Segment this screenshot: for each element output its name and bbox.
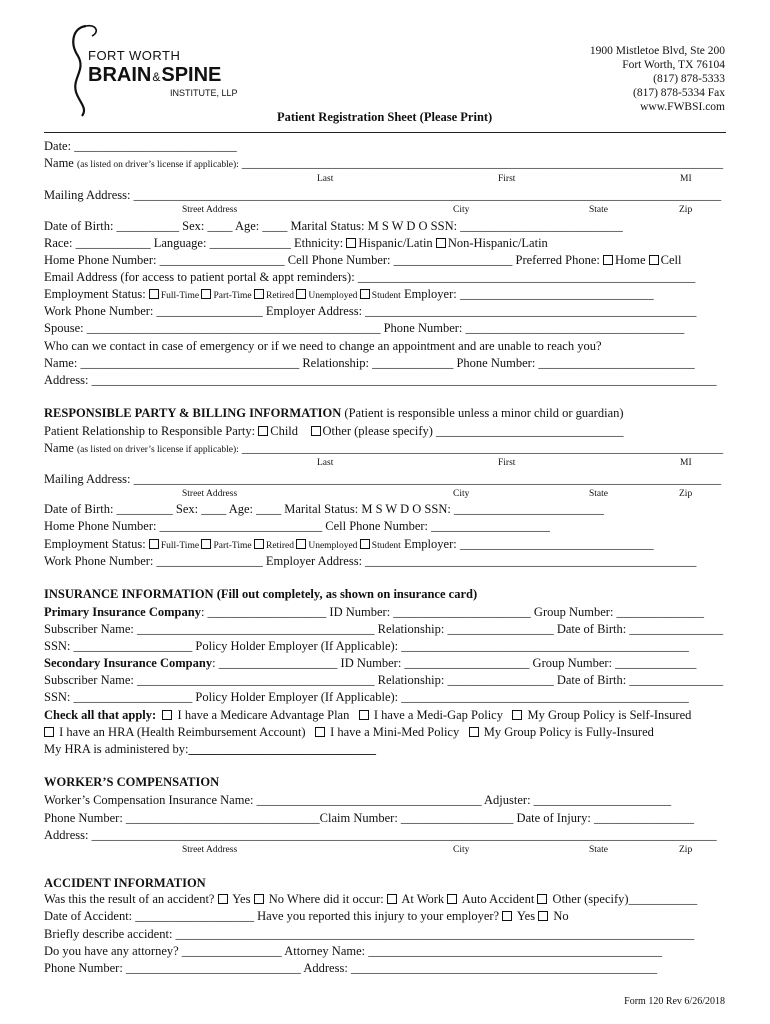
ssn-row-2[interactable]: SSN: ___________________ Policy Holder Employer (If Applicable): ______________________________________________: [44, 690, 689, 704]
responsible-heading: RESPONSIBLE PARTY & BILLING INFORMATION: [44, 406, 342, 420]
label-city: City: [453, 489, 470, 499]
checkbox[interactable]: [346, 238, 356, 248]
label-state: State: [589, 205, 608, 215]
checkbox[interactable]: [537, 894, 547, 904]
employer-field: Employer: _______________________________: [403, 537, 654, 551]
attorney-phone-row[interactable]: Phone Number: ____________________________ Address: _________________________________________________: [44, 961, 658, 975]
subscriber-row-2[interactable]: Subscriber Name: ______________________________________ Relationship: _________________ Date of Birth: _______________: [44, 673, 724, 687]
accident-heading: ACCIDENT INFORMATION: [44, 876, 206, 890]
checkbox[interactable]: [254, 894, 264, 904]
logo-brain: BRAIN: [88, 64, 152, 86]
opt-auto: Auto Accident: [461, 892, 535, 906]
logo-line3: INSTITUTE, LLP: [170, 88, 238, 98]
label-street: Street Address: [182, 205, 238, 215]
title-rule: [44, 132, 726, 133]
checkbox[interactable]: [538, 911, 548, 921]
relationship-label: Patient Relationship to Responsible Party:: [44, 424, 256, 438]
check-row-1[interactable]: [44, 708, 691, 723]
checkbox[interactable]: [387, 894, 397, 904]
checkbox[interactable]: [469, 727, 479, 737]
emergency-name-row[interactable]: Name: ___________________________________ Relationship: _____________ Phone Number: _________________________: [44, 356, 695, 370]
opt-student: Student: [371, 541, 401, 551]
checkbox[interactable]: [359, 710, 369, 720]
checkbox[interactable]: [201, 289, 211, 299]
other-label: Other (please specify) ______________________________: [322, 424, 624, 438]
no-label: No: [268, 892, 284, 906]
responsible-name[interactable]: [44, 441, 723, 458]
patient-employment-row[interactable]: [44, 287, 654, 302]
hispanic-label: Hispanic/Latin: [358, 236, 433, 250]
checkbox[interactable]: [254, 539, 264, 549]
race-text: Race: ____________ Language: _____________ Ethnicity:: [44, 236, 344, 250]
attorney-row[interactable]: Do you have any attorney? ________________ Attorney Name: _______________________________________________: [44, 944, 662, 958]
checkbox[interactable]: [360, 539, 370, 549]
label-city: City: [453, 845, 470, 855]
logo-line2: [88, 64, 221, 87]
checkbox[interactable]: [436, 238, 446, 248]
patient-phone-row[interactable]: [44, 253, 682, 268]
patient-mailing[interactable]: Mailing Address: ______________________________________________________________________________________________: [44, 188, 722, 202]
responsible-work-row[interactable]: Work Phone Number: _________________ Employer Address: _____________________________________________________: [44, 554, 697, 568]
hra-row[interactable]: [44, 742, 376, 757]
opt-unemployed: Unemployed: [308, 541, 358, 551]
opt-hra: I have an HRA (Health Reimbursement Account): [59, 725, 306, 739]
yes-label: Yes: [516, 909, 536, 923]
checkbox[interactable]: [311, 426, 321, 436]
page-title: Patient Registration Sheet (Please Print): [277, 110, 493, 124]
patient-dob-row[interactable]: Date of Birth: __________ Sex: ____ Age: ____ Marital Status: M S W D O SSN: __________________________: [44, 219, 623, 233]
checkbox[interactable]: [254, 289, 264, 299]
opt-self-insured: My Group Policy is Self-Insured: [527, 708, 692, 722]
ssn-row-1[interactable]: SSN: ___________________ Policy Holder Employer (If Applicable): ______________________________________________: [44, 639, 689, 653]
yes-label: Yes: [232, 892, 251, 906]
checkbox[interactable]: [201, 539, 211, 549]
label-street: Street Address: [182, 489, 238, 499]
responsible-dob-row[interactable]: Date of Birth: _________ Sex: ____ Age: ____ Marital Status: M S W D O SSN: ________________________: [44, 502, 604, 516]
label-last: Last: [317, 458, 334, 468]
subscriber-row-1[interactable]: Subscriber Name: ______________________________________ Relationship: _________________ Date of Birth: _______________: [44, 622, 724, 636]
employment-label: Employment Status:: [44, 537, 146, 551]
label-state: State: [589, 845, 608, 855]
accident-question-row[interactable]: [44, 892, 697, 907]
label-mi: MI: [680, 174, 692, 184]
secondary-insurance-row[interactable]: [44, 656, 696, 671]
child-label: Child: [270, 424, 299, 438]
checkbox[interactable]: [603, 255, 613, 265]
checkbox[interactable]: [512, 710, 522, 720]
name-line: _____________________________________________________________________________: [241, 441, 724, 455]
opt-fulltime: Full-Time: [160, 291, 200, 301]
phone-text: Home Phone Number: ____________________ Cell Phone Number: ___________________ Preferred Phone:: [44, 253, 600, 267]
label-zip: Zip: [679, 489, 693, 499]
opt-student: Student: [371, 291, 401, 301]
logo-spine: SPINE: [161, 64, 222, 86]
primary-label: Primary Insurance Company: [44, 605, 201, 619]
checkbox[interactable]: [296, 289, 306, 299]
checkbox[interactable]: [315, 727, 325, 737]
label-street: Street Address: [182, 845, 238, 855]
responsible-mailing[interactable]: Mailing Address: ______________________________________________________________________________________________: [44, 472, 722, 486]
opt-other: Other (specify)___________: [552, 892, 698, 906]
label-mi: MI: [680, 458, 692, 468]
responsible-phone-row[interactable]: Home Phone Number: __________________________ Cell Phone Number: ___________________: [44, 519, 550, 533]
opt-at-work: At Work: [401, 892, 445, 906]
accident-question: Was this the result of an accident?: [44, 892, 215, 906]
responsible-relationship-row[interactable]: [44, 424, 624, 439]
employment-label: Employment Status:: [44, 287, 146, 301]
patient-name[interactable]: [44, 156, 723, 173]
cell-label: Cell: [660, 253, 682, 267]
checkbox[interactable]: [296, 539, 306, 549]
accident-date: Date of Accident: ___________________ Have you reported this injury to your employer?: [44, 909, 500, 923]
name-label: Name: [44, 441, 74, 455]
workers-heading: WORKER’S COMPENSATION: [44, 775, 220, 789]
name-line: _____________________________________________________________________________: [241, 156, 724, 170]
checkbox[interactable]: [502, 911, 512, 921]
address-line: (817) 878-5334 Fax: [633, 87, 725, 99]
address-line: Fort Worth, TX 76104: [622, 59, 725, 71]
label-first: First: [498, 174, 516, 184]
secondary-label: Secondary Insurance Company: [44, 656, 213, 670]
logo: [66, 22, 246, 118]
opt-parttime: Part-Time: [213, 291, 252, 301]
accident-describe-row[interactable]: Briefly describe accident: ___________________________________________________________________________________: [44, 927, 695, 941]
accident-date-row[interactable]: [44, 909, 569, 924]
responsible-employment-row[interactable]: [44, 537, 654, 552]
opt-medicare: I have a Medicare Advantage Plan: [177, 708, 350, 722]
label-first: First: [498, 458, 516, 468]
non-hispanic-label: Non-Hispanic/Latin: [447, 236, 548, 250]
patient-spouse-row[interactable]: Spouse: _______________________________________________ Phone Number: ___________________________________: [44, 321, 685, 335]
opt-minimed: I have a Mini-Med Policy: [330, 725, 460, 739]
opt-parttime: Part-Time: [213, 541, 252, 551]
opt-retired: Retired: [266, 541, 294, 551]
clinic-address: [590, 44, 725, 114]
patient-email[interactable]: Email Address (for access to patient portal & appt reminders): ______________________________________________________: [44, 270, 696, 284]
label-last: Last: [317, 174, 334, 184]
checkbox[interactable]: [44, 727, 54, 737]
where-label: Where did it occur:: [286, 892, 384, 906]
checkbox[interactable]: [258, 426, 268, 436]
checkbox[interactable]: [149, 539, 159, 549]
label-state: State: [589, 489, 608, 499]
opt-retired: Retired: [266, 291, 294, 301]
checkbox[interactable]: [649, 255, 659, 265]
responsible-note: (Patient is responsible unless a minor child or guardian): [344, 406, 624, 420]
checkbox[interactable]: [360, 289, 370, 299]
label-city: City: [453, 205, 470, 215]
home-label: Home: [614, 253, 646, 267]
hra-label: My HRA is administered by:: [44, 742, 189, 756]
workers-ins-row[interactable]: Worker’s Compensation Insurance Name: ____________________________________ Adjuster: ______________________: [44, 793, 672, 807]
checkbox[interactable]: [149, 289, 159, 299]
address-line: www.FWBSI.com: [640, 101, 725, 113]
name-label: Name: [44, 156, 74, 170]
checkbox[interactable]: [447, 894, 457, 904]
workers-address-row[interactable]: Address: ____________________________________________________________________________________________________: [44, 828, 717, 842]
check-row-2[interactable]: [44, 725, 654, 740]
hra-line: ______________________________: [188, 742, 376, 756]
address-line: 1900 Mistletoe Blvd, Ste 200: [589, 45, 725, 57]
checkbox[interactable]: [162, 710, 172, 720]
logo-line1: FORT WORTH: [88, 48, 181, 63]
primary-fields: : ___________________ ID Number: ______________________ Group Number: ______________: [200, 605, 705, 619]
opt-unemployed: Unemployed: [308, 291, 358, 301]
label-zip: Zip: [679, 205, 693, 215]
primary-insurance-row[interactable]: [44, 605, 704, 620]
address-line: (817) 878-5333: [653, 73, 725, 85]
no-label: No: [553, 909, 569, 923]
opt-fully-insured: My Group Policy is Fully-Insured: [483, 725, 654, 739]
patient-work-row[interactable]: Work Phone Number: _________________ Employer Address: _____________________________________________________: [44, 304, 697, 318]
secondary-fields: : ___________________ ID Number: ____________________ Group Number: _____________: [212, 656, 697, 670]
emergency-question: Who can we contact in case of emergency or if we need to change an appointment and are unable to reach you?: [44, 339, 602, 353]
check-label: Check all that apply:: [44, 708, 157, 722]
checkbox[interactable]: [218, 894, 228, 904]
insurance-heading: INSURANCE INFORMATION (Fill out completely, as shown on insurance card): [44, 587, 478, 601]
workers-phone-row[interactable]: Phone Number: _______________________________Claim Number: __________________ Date of Injury: ________________: [44, 811, 694, 825]
employer-field: Employer: _______________________________: [403, 287, 654, 301]
opt-fulltime: Full-Time: [160, 541, 200, 551]
form-footer: Form 120 Rev 6/26/2018: [624, 996, 725, 1007]
logo-amp: &: [152, 70, 161, 84]
opt-medigap: I have a Medi-Gap Policy: [373, 708, 503, 722]
patient-date[interactable]: Date: __________________________: [44, 139, 237, 153]
emergency-address-row[interactable]: Address: ____________________________________________________________________________________________________: [44, 373, 717, 387]
patient-race-row[interactable]: [44, 236, 548, 251]
responsible-heading-row: [44, 406, 624, 421]
label-zip: Zip: [679, 845, 693, 855]
name-note: (as listed on driver’s license if applicable):: [76, 160, 239, 170]
name-note: (as listed on driver’s license if applicable):: [76, 445, 239, 455]
